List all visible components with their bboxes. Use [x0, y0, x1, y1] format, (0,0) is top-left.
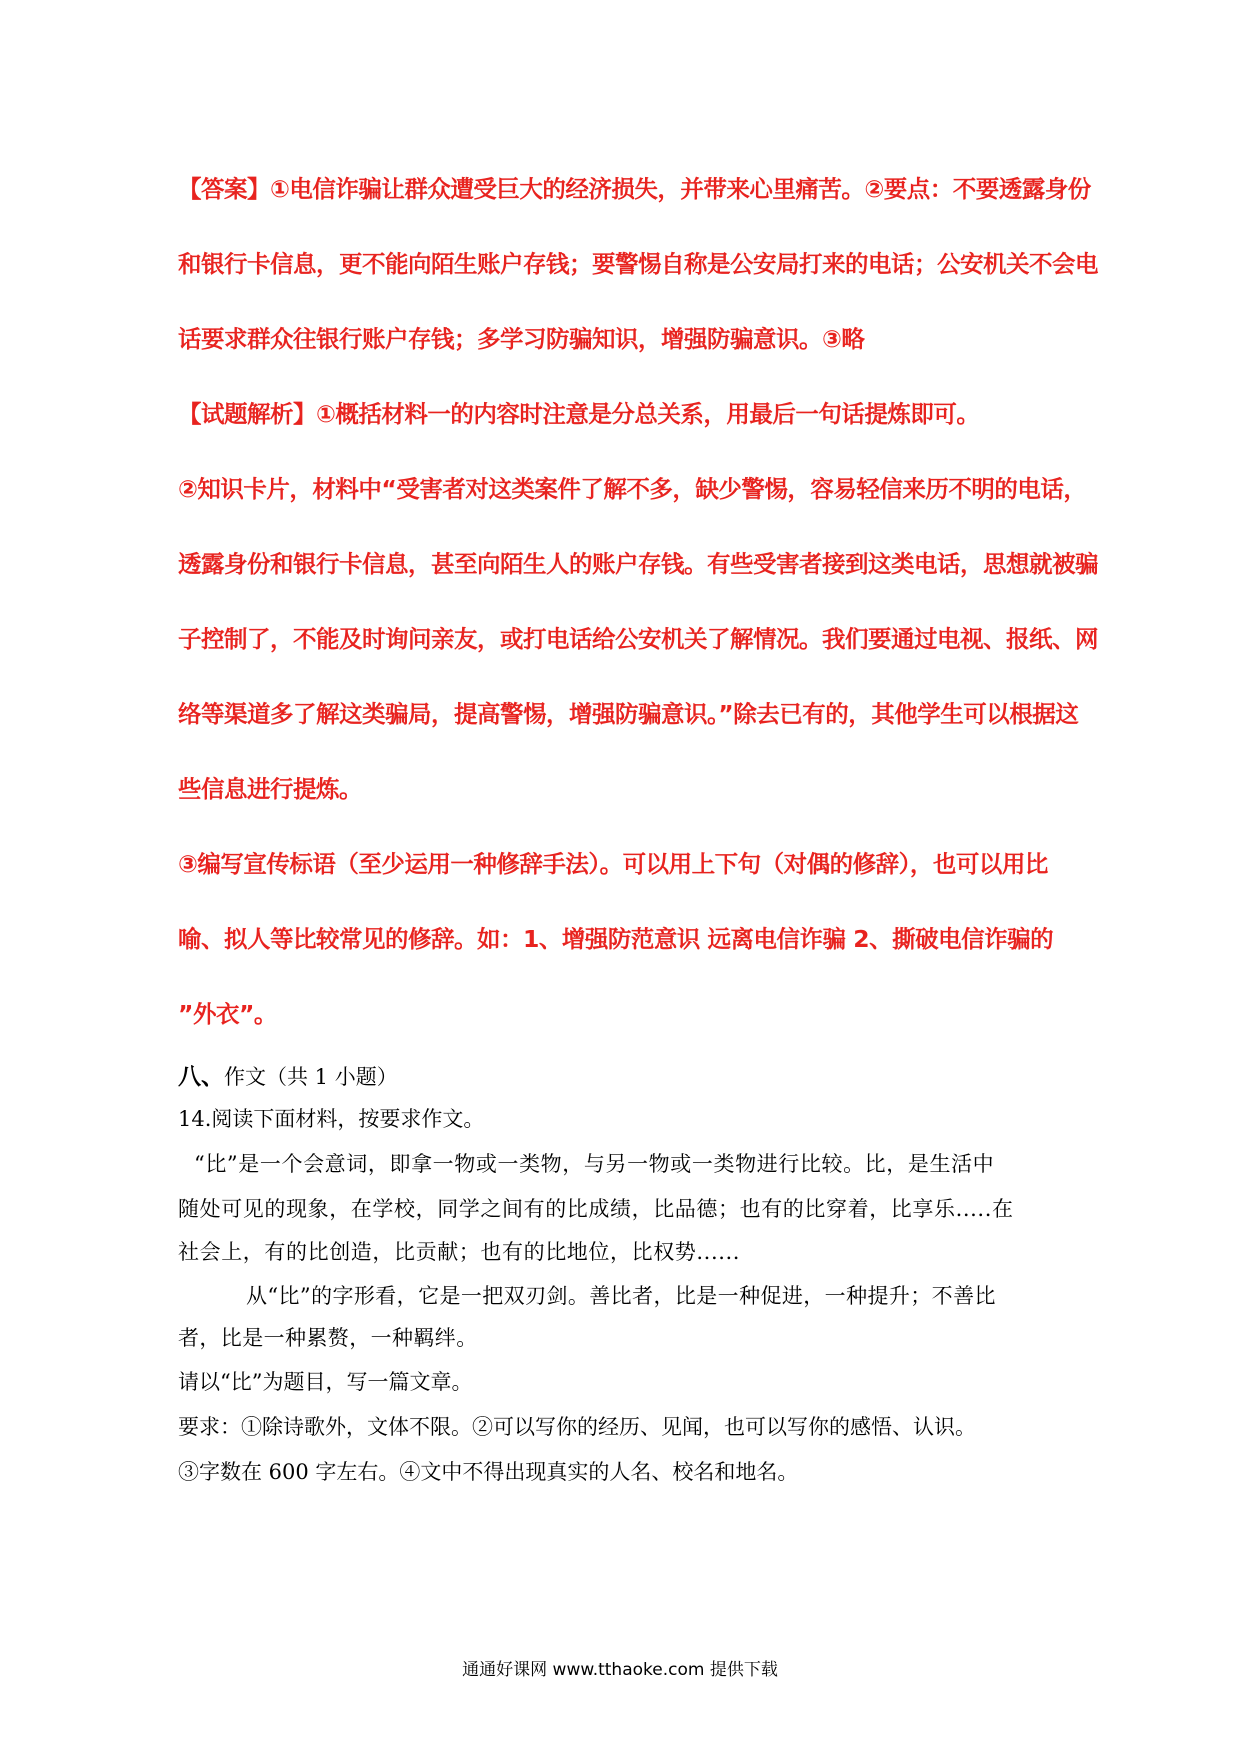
material-para2-line: 从“比”的字形看，它是一把双刃剑。善比者，比是一种促进，一种提升；不善比 [246, 1284, 996, 1308]
material-para1-line: “比”是一个会意词，即拿一物或一类物，与另一物或一类物进行比较。比，是生活中 [194, 1152, 995, 1176]
page-footer: 通通好课网 www.tthaoke.com 提供下载 [462, 1660, 778, 1680]
analysis-line: 些信息进行提炼。 [178, 775, 362, 803]
analysis-line: 络等渠道多了解这类骗局，提高警惕，增强防骗意识。”除去已有的，其他学生可以根据这 [178, 700, 1079, 728]
answer-line: 【答案】①电信诈骗让群众遭受巨大的经济损失，并带来心里痛苦。②要点：不要透露身份 [178, 175, 1091, 203]
requirements-line: 要求：①除诗歌外，文体不限。②可以写你的经历、见闻，也可以写你的感悟、认识。 [178, 1415, 976, 1439]
material-para2-line: 者，比是一种累赘，一种羁绊。 [178, 1326, 478, 1350]
analysis-line: 透露身份和银行卡信息，甚至向陌生人的账户存钱。有些受害者接到这类电话，思想就被骗 [178, 550, 1098, 578]
analysis-line: 【试题解析】①概括材料一的内容时注意是分总关系，用最后一句话提炼即可。 [178, 400, 980, 428]
answer-line: 话要求群众往银行账户存钱；多学习防骗知识，增强防骗意识。③略 [178, 325, 865, 353]
section-number: 八、 [178, 1063, 224, 1090]
analysis-line: 子控制了，不能及时询问亲友，或打电话给公安机关了解情况。我们要通过电视、报纸、网 [178, 625, 1098, 653]
analysis-line: 喻、拟人等比较常见的修辞。如：1、增强防范意识 远离电信诈骗 2、撕破电信诈骗的 [178, 925, 1054, 953]
requirements-line: ③字数在 600 字左右。④文中不得出现真实的人名、校名和地名。 [178, 1460, 799, 1484]
analysis-line: ②知识卡片，材料中“受害者对这类案件了解不多，缺少警惕，容易轻信来历不明的电话， [178, 475, 1087, 503]
section-title: 作文（共 1 小题） [224, 1065, 398, 1089]
answer-line: 和银行卡信息，更不能向陌生账户存钱；要警惕自称是公安局打来的电话；公安机关不会电 [178, 250, 1098, 278]
material-para1-line: 随处可见的现象，在学校，同学之间有的比成绩，比品德；也有的比穿着，比享乐.....在 [178, 1197, 1014, 1221]
question-stem: 14.阅读下面材料，按要求作文。 [178, 1107, 485, 1131]
essay-prompt: 请以“比”为题目，写一篇文章。 [178, 1370, 473, 1394]
material-para1-line: 社会上，有的比创造，比贡献；也有的比地位，比权势...... [178, 1240, 741, 1264]
analysis-line: ③编写宣传标语（至少运用一种修辞手法）。可以用上下句（对偶的修辞），也可以用比 [178, 850, 1048, 878]
analysis-line: ”外衣”。 [178, 1000, 277, 1028]
section-heading [178, 1058, 398, 1091]
